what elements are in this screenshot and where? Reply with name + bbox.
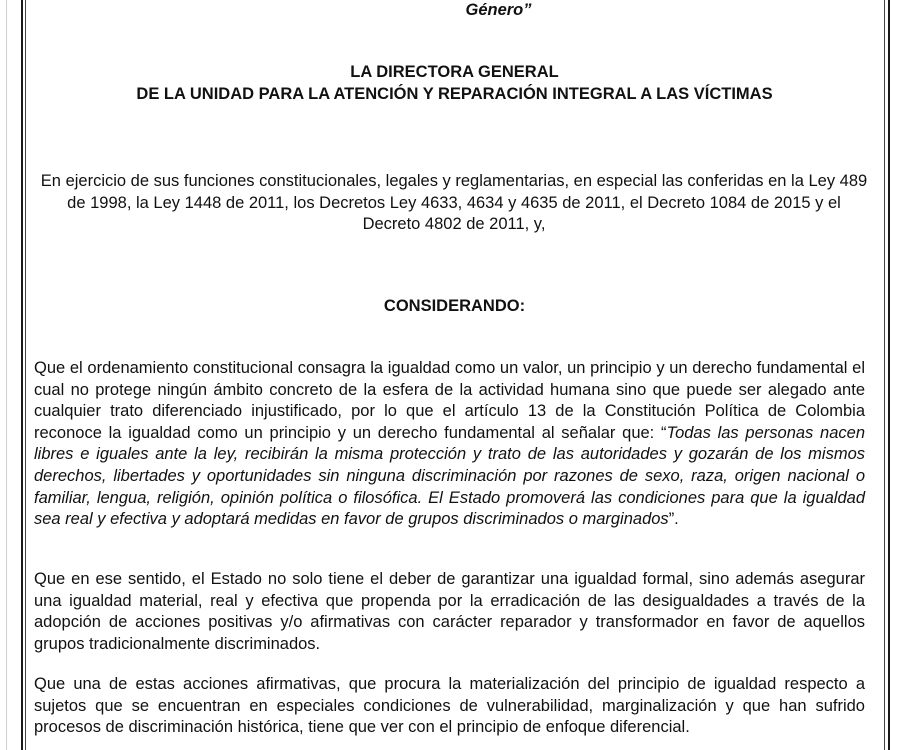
paragraph-state-duty: Que en ese sentido, el Estado no solo tiene el deber de garantizar una igualdad formal, sino además asegurar una igualdad material, real y efectiva que propenda por la erradicación de las desigualdades a través de la adopción de acciones positivas y/o afirmativas con carácter reparador y transformador en favor de aquellos grupos tradicionalmente discriminados. — [34, 570, 865, 653]
page-border-left — [21, 0, 23, 750]
intro-paragraph: En ejercicio de sus funciones constitucionales, legales y reglamentarias, en especial las conferidas en la Ley 489 de 1998, la Ley 1448 de 2011, los Decretos Ley 4633, 4634 y 4635 de 2011, el Decreto 1084 de 2015 y el Decreto 4802 de 2011, y, — [40, 172, 868, 233]
page-border-right — [888, 0, 890, 750]
paragraph-affirmative-actions: Que una de estas acciones afirmativas, que procura la materialización del principio de igualdad respecto a sujetos que se encuentran en especiales condiciones de vulnerabilidad, marginalización y que han sufrido procesos de discriminación histórica, tiene que ver con el principio de enfoque diferencial. — [34, 675, 865, 737]
considerando-heading: CONSIDERANDO: — [383, 297, 526, 315]
page-border-left-inner — [25, 0, 26, 750]
paragraph-equality-text: Que el ordenamiento constitucional consagra la igualdad como un valor, un principio y un derecho fundamental el cual no protege ningún ámbito concreto de la esfera de la actividad humana sino que puede ser alegado ante cualquier trato diferenciado injustificado, por lo que el artículo 13 de la Constitución Política de Colombia reconoce la igualdad como un principio y un derecho fundamental al señalar que: “ — [34, 359, 865, 442]
scan-margin-line — [6, 0, 7, 750]
heading-director: LA DIRECTORA GENERAL — [350, 63, 559, 81]
paragraph-equality — [34, 358, 865, 531]
page-border-right-inner — [884, 0, 885, 750]
quote-close: ”. — [668, 510, 679, 529]
heading-unit: DE LA UNIDAD PARA LA ATENCIÓN Y REPARACIÓN INTEGRAL A LAS VÍCTIMAS — [136, 85, 773, 103]
resolution-title-tail: Género” — [465, 1, 532, 19]
constitution-quote: Todas las personas nacen libres e iguales ante la ley, recibirán la misma protección y trato de las autoridades y gozarán de los mismos derechos, libertades y oportunidades sin ninguna discriminación por razones de sexo, raza, origen nacional o familiar, lengua, religión, opinión política o filosófica. El Estado promoverá las condiciones para que la igualdad sea real y efectiva y adoptará medidas en favor de grupos discriminados o marginados — [34, 423, 865, 529]
